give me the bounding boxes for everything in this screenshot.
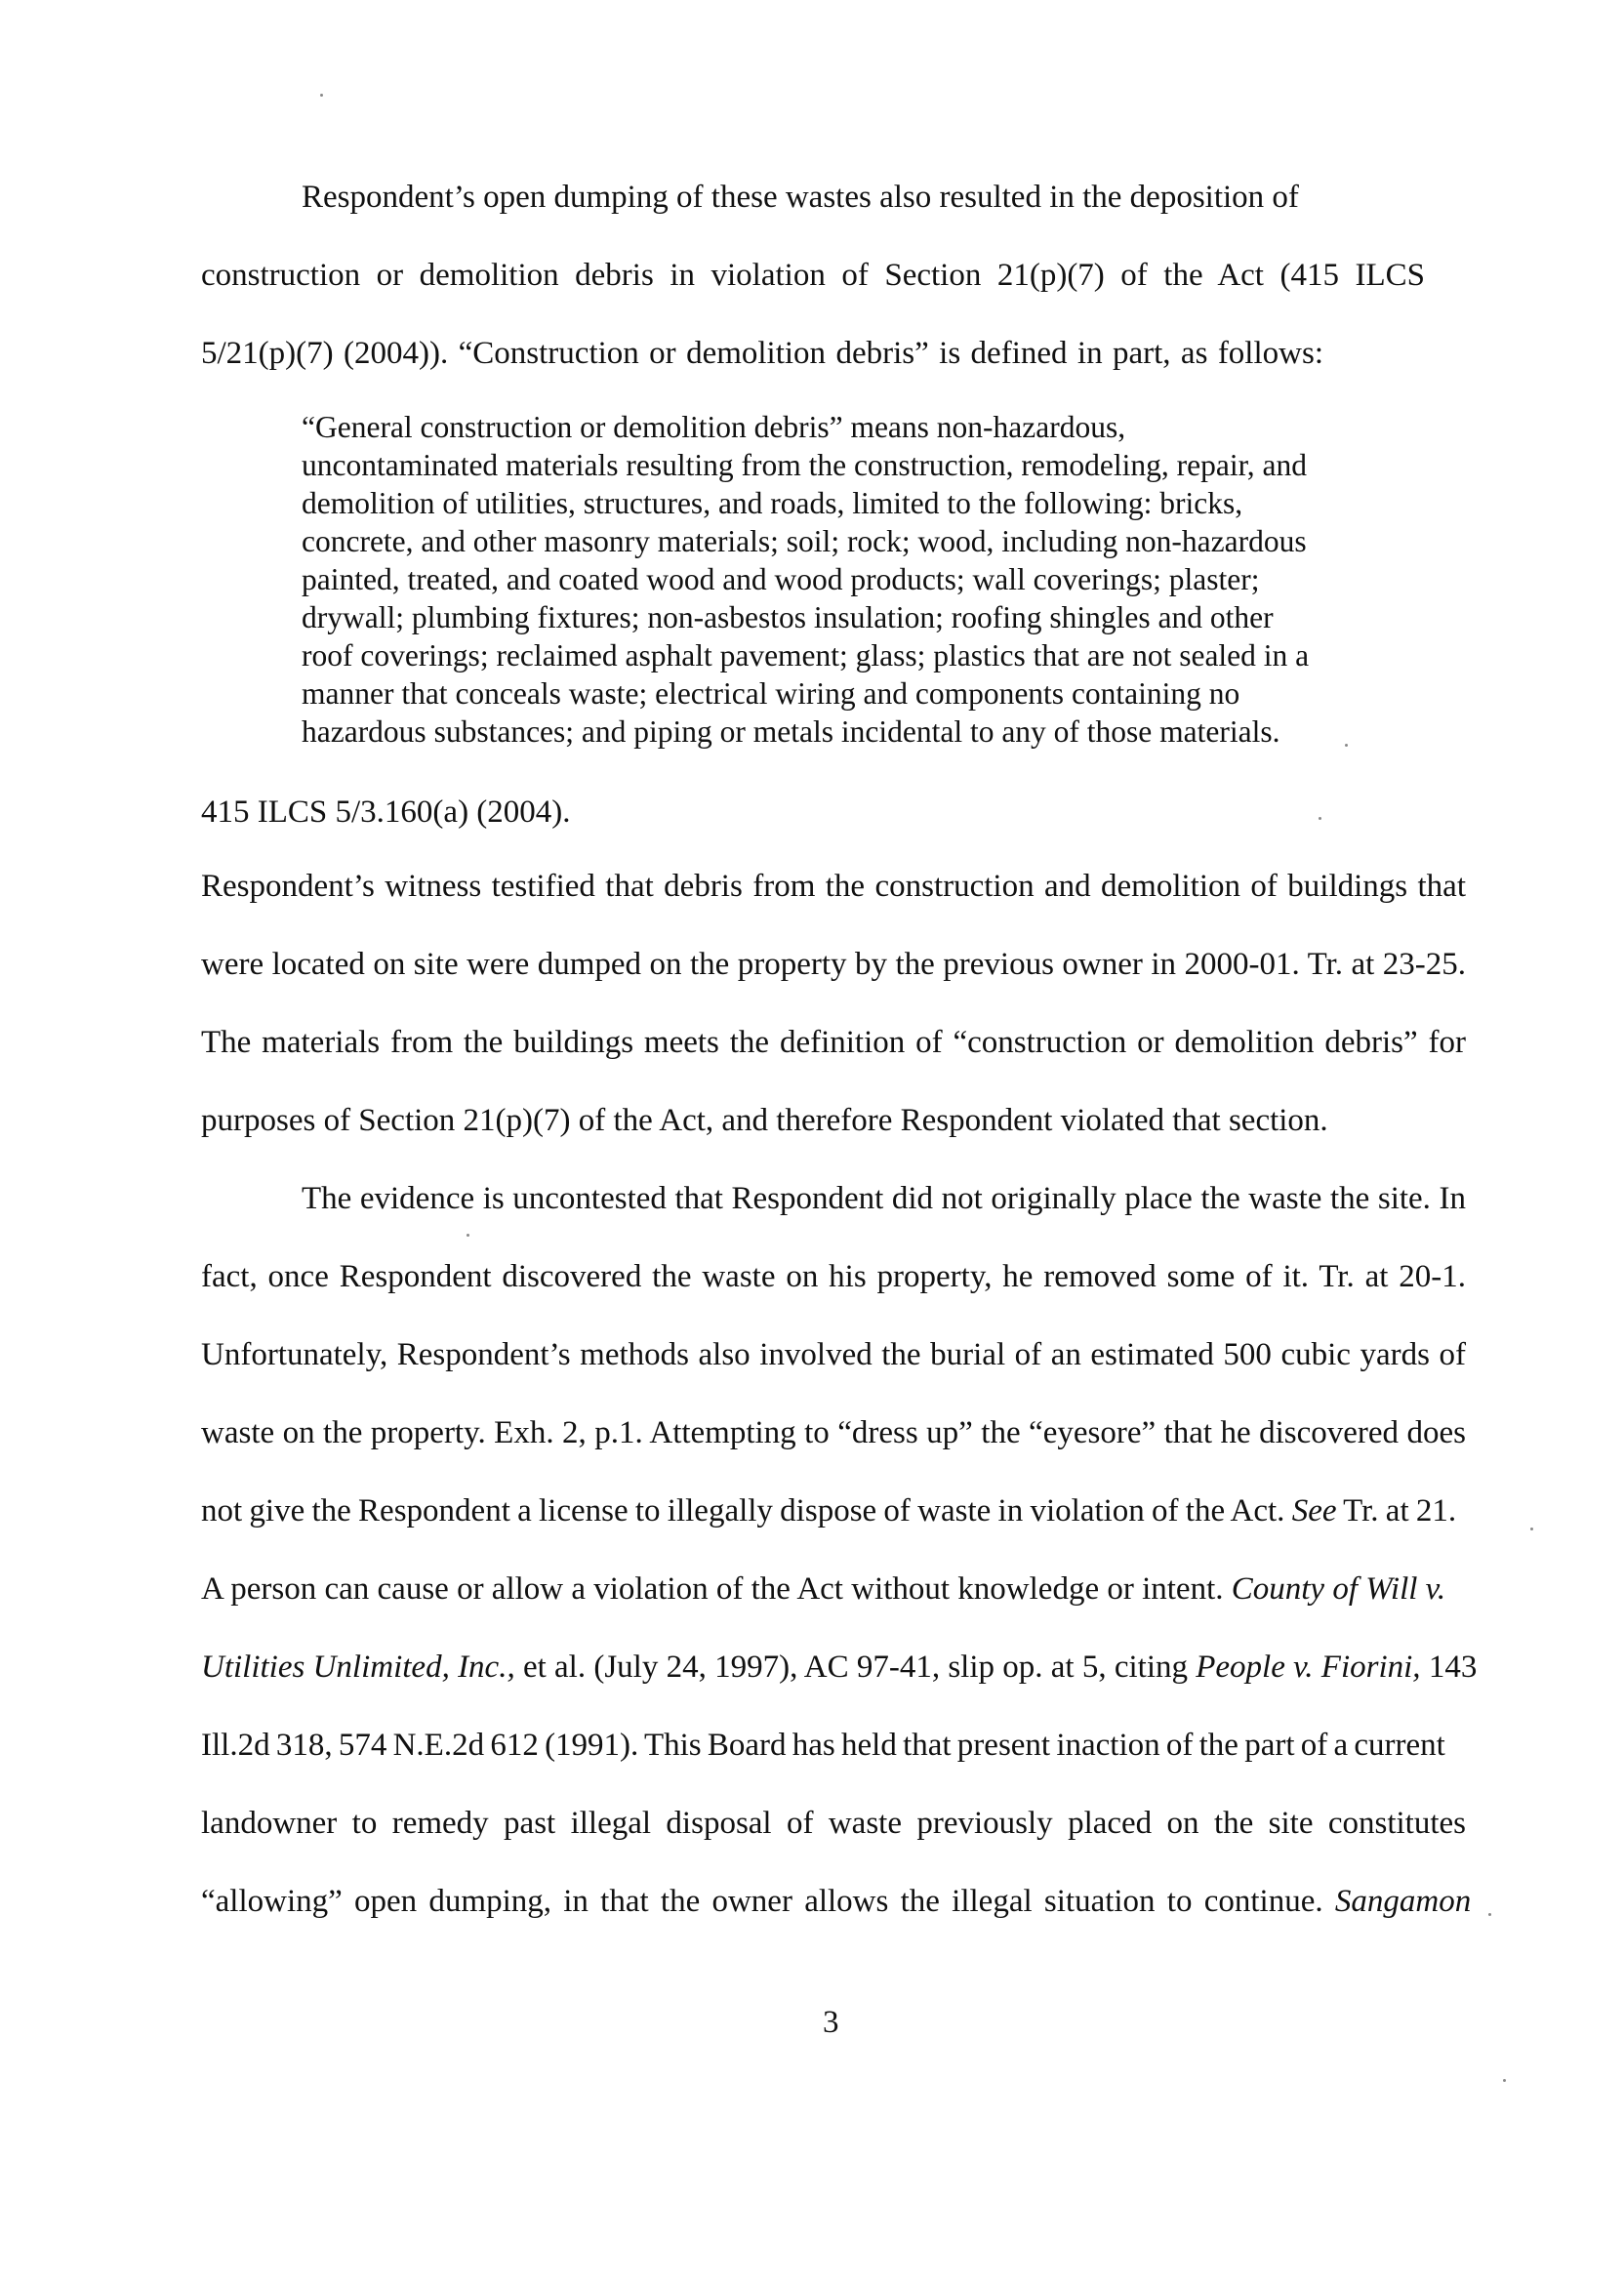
paragraph-1-line-2: construction or demolition debris in violation of Section 21(p)(7) of the Act (415 ILCS (201, 258, 1425, 293)
block-quote-line-3: demolition of utilities, structures, and roads, limited to the following: bricks, (302, 486, 1243, 520)
paragraph-3-line-8: Ill.2d 318, 574 N.E.2d 612 (1991). This Board has held that present inaction of the part of a current (201, 1728, 1445, 1763)
paragraph-3-line-7-text: et al. (July 24, 1997), AC 97-41, slip op. at 5, citing (514, 1650, 1197, 1685)
paragraph-3-line-7 (201, 1648, 1477, 1687)
citation-415-ilcs: 415 ILCS 5/3.160(a) (2004). (201, 795, 571, 830)
paragraph-2-line-4: purposes of Section 21(p)(7) of the Act, and therefore Respondent violated that section. (201, 1103, 1328, 1138)
case-utilities-unlimited: Utilities Unlimited, Inc., (201, 1650, 515, 1685)
block-quote-line-2: uncontaminated materials resulting from the construction, remodeling, repair, and (302, 448, 1308, 482)
paragraph-3-line-3: Unfortunately, Respondent’s methods also involved the burial of an estimated 500 cubic yards of (201, 1337, 1466, 1372)
scan-speck (1488, 1913, 1491, 1916)
paragraph-3-line-6 (201, 1569, 1445, 1609)
paragraph-3-line-7-cite: 143 (1420, 1650, 1478, 1685)
scan-speck (1319, 817, 1321, 820)
scan-speck (1345, 744, 1348, 747)
paragraph-3-line-10-text: “allowing” open dumping, in that the owner allows the illegal situation to continue. (201, 1884, 1335, 1919)
scan-speck (320, 94, 323, 97)
case-people-v-fiorini: People v. Fiorini, (1196, 1650, 1421, 1685)
scan-speck (467, 1234, 469, 1237)
paragraph-2-line-2: were located on site were dumped on the property by the previous owner in 2000-01. Tr. at 23-25. (201, 947, 1466, 982)
scan-speck (1530, 1528, 1533, 1530)
block-quote-line-4: concrete, and other masonry materials; soil; rock; wood, including non-hazardous (302, 524, 1307, 558)
signal-see: See (1291, 1493, 1337, 1528)
block-quote-line-1: “General construction or demolition debris” means non-hazardous, (302, 410, 1126, 444)
paragraph-3-line-1: The evidence is uncontested that Respondent did not originally place the waste the site. In (302, 1181, 1466, 1216)
paragraph-3-line-2: fact, once Respondent discovered the waste on his property, he removed some of it. Tr. at 20-1. (201, 1259, 1466, 1294)
case-sangamon: Sangamon (1334, 1884, 1472, 1919)
paragraph-2-line-3: The materials from the buildings meets the definition of “construction or demolition debris” for (201, 1025, 1466, 1060)
block-quote-line-8: manner that conceals waste; electrical wiring and components containing no (302, 676, 1240, 711)
block-quote-line-9: hazardous substances; and piping or metals incidental to any of those materials. (302, 714, 1280, 749)
case-county-of-will: County of Will v. (1231, 1571, 1446, 1607)
paragraph-3-line-5-text: not give the Respondent a license to illegally dispose of waste in violation of the Act. (201, 1493, 1292, 1528)
page-number: 3 (823, 2005, 839, 2040)
block-quote-line-5: painted, treated, and coated wood and wood products; wall coverings; plaster; (302, 562, 1260, 596)
paragraph-3-line-10 (201, 1882, 1472, 1921)
block-quote-line-6: drywall; plumbing fixtures; non-asbestos insulation; roofing shingles and other (302, 600, 1274, 634)
block-quote-line-7: roof coverings; reclaimed asphalt pavement; glass; plastics that are not sealed in a (302, 638, 1310, 672)
paragraph-3-line-9: landowner to remedy past illegal disposal of waste previously placed on the site constitutes (201, 1806, 1466, 1841)
paragraph-1-line-1: Respondent’s open dumping of these wastes also resulted in the deposition of (302, 180, 1299, 215)
paragraph-3-line-4: waste on the property. Exh. 2, p.1. Attempting to “dress up” the “eyesore” that he discovered does (201, 1415, 1466, 1450)
paragraph-3-line-6-text: A person can cause or allow a violation of the Act without knowledge or intent. (201, 1571, 1232, 1607)
scan-speck (1503, 2079, 1506, 2082)
paragraph-3-line-5 (201, 1491, 1466, 1530)
paragraph-2-line-1: Respondent’s witness testified that debris from the construction and demolition of buildings that (201, 869, 1466, 904)
paragraph-3-line-5-cite: Tr. at 21. (1336, 1493, 1457, 1528)
paragraph-1-line-3: 5/21(p)(7) (2004)). “Construction or demolition debris” is defined in part, as follows: (201, 336, 1323, 371)
